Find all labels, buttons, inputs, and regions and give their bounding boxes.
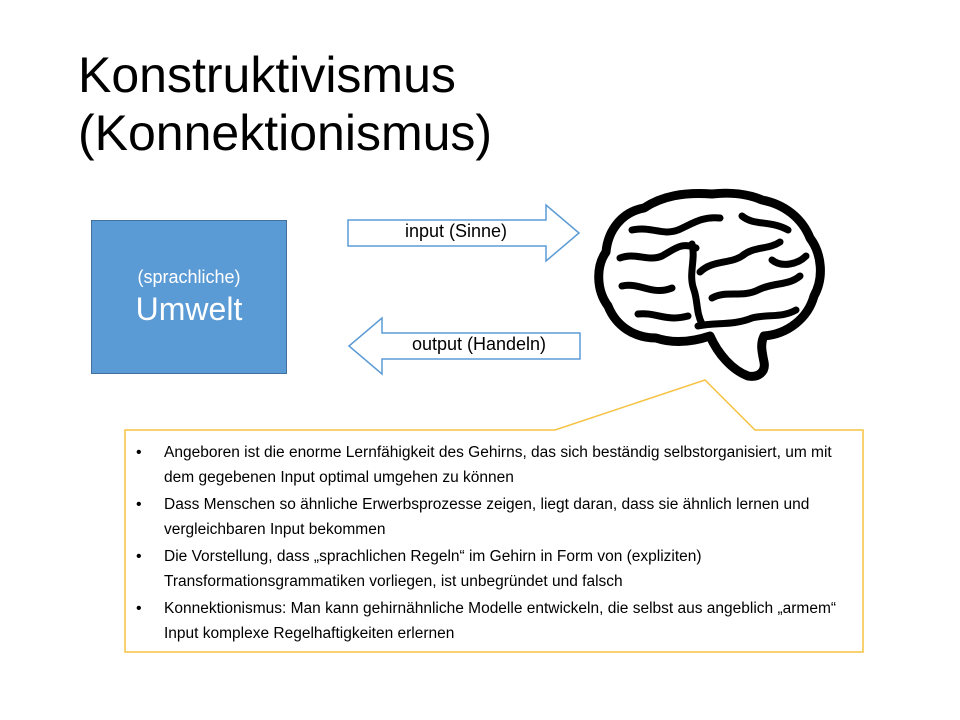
environment-label: Umwelt xyxy=(135,291,243,327)
bullet-item-4: • Konnektionismus: Man kann gehirnähnliche Modelle entwickeln, die selbst aus angeblich „armem“ Input komplexe Regelhaftigkeiten erlernen xyxy=(136,596,856,646)
bullet-list xyxy=(136,440,856,646)
title-line-2: (Konnektionismus) xyxy=(78,105,493,161)
bullet-item-2: • Dass Menschen so ähnliche Erwerbsprozesse zeigen, liegt daran, dass sie ähnlich lernen und vergleichbaren Input bekommen xyxy=(136,492,856,542)
callout-text xyxy=(136,440,856,648)
environment-subtitle: (sprachliche) xyxy=(137,267,241,287)
output-arrow-label: output (Handeln) xyxy=(411,334,547,354)
bullet-item-3: • Die Vorstellung, dass „sprachlichen Regeln“ im Gehirn in Form von (expliziten) Transformationsgrammatiken vorliegen, ist unbegründet und falsch xyxy=(136,544,856,594)
title-line-1: Konstruktivismus xyxy=(78,47,456,103)
bullet-item-1: • Angeboren ist die enorme Lernfähigkeit des Gehirns, das sich beständig selbstorganisiert, um mit dem gegebenen Input optimal umgehen zu können xyxy=(136,440,856,490)
input-arrow-label: input (Sinne) xyxy=(404,221,508,241)
